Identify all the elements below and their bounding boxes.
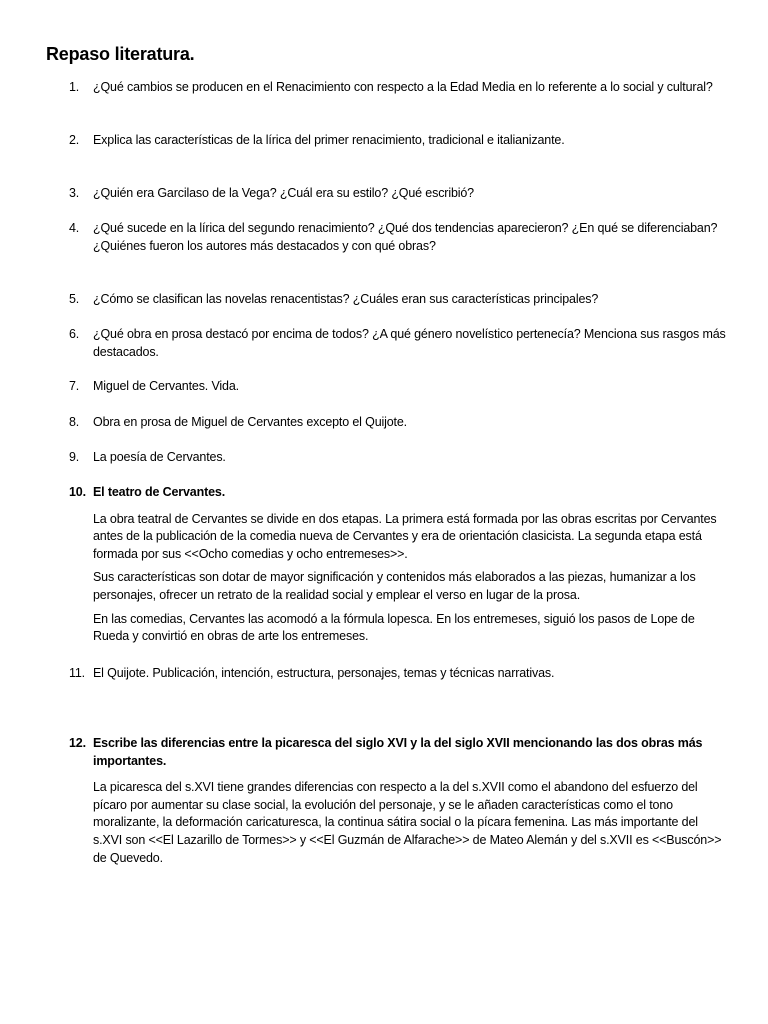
question-text: Obra en prosa de Miguel de Cervantes excepto el Quijote.: [93, 415, 408, 429]
question-number: 4.: [69, 221, 80, 235]
answer-paragraph: En las comedias, Cervantes las acomodó a la fórmula lopesca. En los entremeses, siguió los pasos de Lope de Rueda y convirtió en obras de arte los entremeses.: [93, 611, 695, 644]
question-text: El teatro de Cervantes.: [93, 485, 226, 499]
answer-paragraph: Sus características son dotar de mayor significación y contenidos más elaborados a las piezas, humanizar a los personajes, ofrecer un retrato de la realidad social y emplear el verso en lugar de la prosa.: [93, 570, 696, 602]
question-text: ¿Qué obra en prosa destacó por encima de todos? ¿A qué género novelístico pertenecía? Menciona sus rasgos más destacados.: [93, 327, 726, 359]
question-item: [69, 449, 729, 467]
document-title: Repaso literatura.: [46, 44, 195, 64]
question-item: [69, 326, 729, 361]
question-number: 8.: [69, 415, 80, 429]
question-number: 5.: [69, 292, 80, 306]
question-number: 1.: [69, 80, 80, 94]
question-item: [69, 378, 729, 396]
answer-paragraph: La obra teatral de Cervantes se divide en dos etapas. La primera está formada por las obras escritas por Cervantes antes de la publicación de la comedia nueva de Cervantes y era de orientación clasicista. La segunda etapa está formada por sus <<Ocho comedias y ocho entremeses>>.: [93, 511, 717, 561]
question-item: [69, 735, 729, 867]
question-item: [69, 185, 729, 203]
question-number: 3.: [69, 186, 80, 200]
question-text: ¿Cómo se clasifican las novelas renacentistas? ¿Cuáles eran sus características principales?: [93, 292, 599, 306]
question-number: 12.: [69, 736, 86, 750]
question-text: Escribe las diferencias entre la picaresca del siglo XVI y la del siglo XVII mencionando las dos obras más importantes.: [93, 736, 703, 768]
question-item: [69, 220, 729, 255]
question-text: ¿Qué cambios se producen en el Renacimiento con respecto a la Edad Media en lo referente a lo social y cultural?: [93, 80, 713, 94]
question-text: Explica las características de la lírica del primer renacimiento, tradicional e italianizante.: [93, 133, 565, 147]
question-number: 10.: [69, 485, 86, 499]
question-item: [69, 132, 729, 150]
question-text: ¿Qué sucede en la lírica del segundo renacimiento? ¿Qué dos tendencias aparecieron? ¿En qué se diferenciaban? ¿Quiénes fueron los autores más destacados y con qué obras?: [93, 221, 718, 253]
question-number: 6.: [69, 327, 80, 341]
question-item: [69, 291, 729, 309]
question-number: 2.: [69, 133, 80, 147]
question-number: 7.: [69, 379, 80, 393]
question-item: [69, 414, 729, 432]
question-number: 9.: [69, 450, 80, 464]
question-text: El Quijote. Publicación, intención, estructura, personajes, temas y técnicas narrativas.: [93, 666, 555, 680]
answer-paragraph: La picaresca del s.XVI tiene grandes diferencias con respecto a la del s.XVII como el abandono del esfuerzo del pícaro por aumentar su clase social, la evolución del personaje, y se le añaden características como el tono moralizante, la deformación caricaturesca, la continua sátira social o la pícara femenina. Las más importante del s.XVI son <<El Lazarillo de Tormes>> y <<El Guzmán de Alfarache>> de Mateo Alemán y del s.XVII es <<Buscón>> de Quevedo.: [93, 780, 722, 865]
question-number: 11.: [69, 666, 85, 680]
question-text: Miguel de Cervantes. Vida.: [93, 379, 239, 393]
question-item: [69, 665, 729, 683]
question-text: ¿Quién era Garcilaso de la Vega? ¿Cuál era su estilo? ¿Qué escribió?: [93, 186, 474, 200]
question-item: [69, 79, 729, 97]
question-item: [69, 484, 729, 646]
question-text: La poesía de Cervantes.: [93, 450, 226, 464]
